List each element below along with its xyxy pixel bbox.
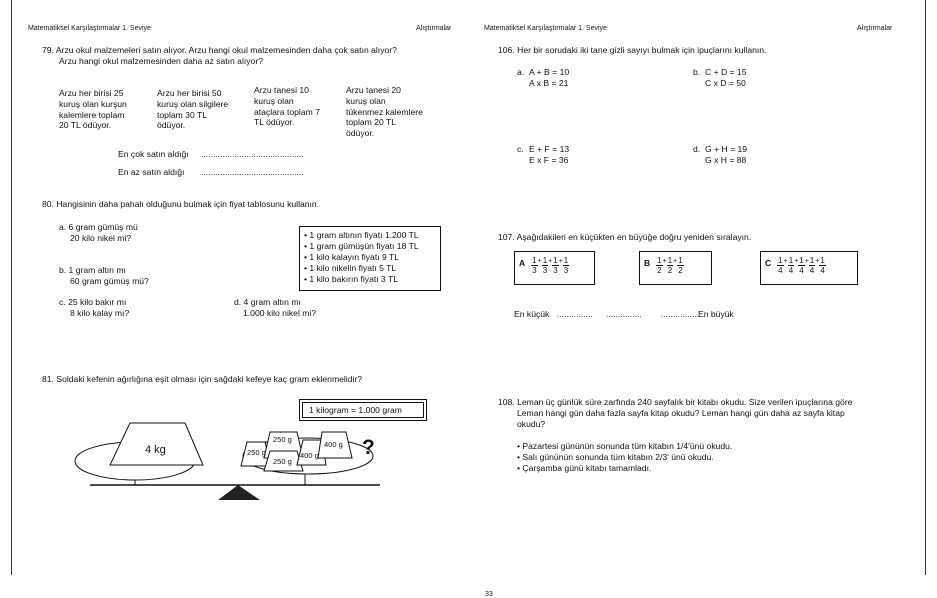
price-nickel: • 1 kilo nikelin fiyatı 5 TL bbox=[304, 263, 397, 273]
q107-box-a bbox=[514, 251, 595, 285]
q106-a1: A + B = 10 bbox=[529, 67, 570, 77]
q80-b-line1: b. 1 gram altın mı bbox=[59, 265, 126, 275]
q107-largest-label: En büyük bbox=[698, 309, 734, 319]
q80-b-line2: 60 gram gümüş mü? bbox=[70, 276, 149, 286]
plus-sign: + bbox=[783, 258, 788, 265]
weight-label-1: 250 g bbox=[247, 448, 266, 457]
q80-a-line2: 20 kilo nikel mi? bbox=[70, 233, 132, 243]
q79-item-pencils: Arzu her birisi 25 kuruş olan kurşun kalemlere toplam 20 TL ödüyor. bbox=[59, 88, 127, 131]
price-copper: • 1 kilo bakırın fiyatı 3 TL bbox=[304, 274, 399, 284]
box-letter-b: B bbox=[644, 258, 651, 268]
q106-d-label: d. bbox=[693, 144, 701, 154]
q79-least-blank[interactable]: ........................................... bbox=[201, 167, 304, 177]
q108-line2: Leman hangi gün daha fazla sayfa kitap okudu? Leman hangi gün daha az sayfa kitap bbox=[517, 408, 845, 418]
q79-least-label: En az satın aldığı bbox=[118, 167, 185, 177]
plus-sign: + bbox=[548, 258, 553, 265]
q106-d2: G x H = 88 bbox=[705, 155, 747, 165]
balance-scale bbox=[60, 415, 400, 510]
plus-sign: + bbox=[673, 258, 678, 265]
q107-smallest-label: En küçük bbox=[514, 309, 550, 319]
q79-most-blank[interactable]: ........................................... bbox=[201, 149, 304, 159]
q79-most-label: En çok satın aldığı bbox=[118, 149, 189, 159]
plus-sign: + bbox=[794, 258, 799, 265]
fraction: $\frac{1}{4}$ bbox=[820, 256, 825, 275]
box-letter-c: C bbox=[765, 258, 772, 268]
fraction: $\frac{1}{3}$ bbox=[553, 256, 558, 275]
q108-clue-tuesday: • Salı gününün sonunda tüm kitabın 2/3' ünü okudu. bbox=[517, 452, 714, 462]
plus-sign: + bbox=[558, 258, 563, 265]
q106-c-label: c. bbox=[517, 144, 524, 154]
fraction: $\frac{1}{2}$ bbox=[678, 256, 683, 275]
q108-line1: 108. Leman üç günlük süre zarfında 240 sayfalık bir kitabı okudu. Size verilen ipuçlarına göre bbox=[498, 397, 853, 407]
q80-c-line2: 8 kilo kalay mı? bbox=[70, 308, 130, 318]
q81-question: 81. Soldaki kefenin ağırlığına eşit olması için sağdaki kefeye kaç gram eklenmelidir? bbox=[42, 374, 363, 384]
box-letter-a: A bbox=[519, 258, 526, 268]
q106-c1: E + F = 13 bbox=[529, 144, 570, 154]
q81-conversion: 1 kilogram = 1.000 gram bbox=[309, 405, 402, 415]
q80-d-line2: 1.000 kilo nikel mi? bbox=[243, 308, 317, 318]
plus-sign: + bbox=[804, 258, 809, 265]
q80-price-table bbox=[299, 226, 441, 291]
left-header-section: Alıştırmalar bbox=[416, 25, 452, 32]
fraction: $\frac{1}{2}$ bbox=[667, 256, 673, 275]
q107-box-b bbox=[639, 251, 712, 285]
q106-a2: A x B = 21 bbox=[529, 78, 569, 88]
right-header-section: Alıştırmalar bbox=[857, 25, 893, 32]
q107-question: 107. Aşağıdakileri en küçükten en büyüğe doğru yeniden sıralayın. bbox=[498, 232, 752, 242]
fraction: $\frac{1}{4}$ bbox=[809, 256, 815, 275]
right-page-edge bbox=[925, 0, 926, 575]
q79-item-clips: Arzu tanesi 10 kuruş olan ataçlara toplam 7 TL ödüyor. bbox=[254, 85, 320, 128]
q106-question: 106. Her bir sorudaki iki tane gizli sayıyı bulmak için ipuçlarını kullanın. bbox=[498, 45, 767, 55]
q79-item-pens: Arzu tanesi 20 kuruş olan tükenmez kalemlere toplam 20 TL ödüyor. bbox=[346, 85, 423, 139]
q106-b1: C + D = 15 bbox=[705, 67, 747, 77]
q106-b2: C x D = 50 bbox=[705, 78, 746, 88]
scale-base bbox=[218, 485, 260, 500]
fraction: $\frac{1}{4}$ bbox=[788, 256, 794, 275]
q80-a-line1: a. 6 gram gümüş mü bbox=[59, 222, 138, 232]
plus-sign: + bbox=[537, 258, 542, 265]
left-header-title: Matematiksel Karşılaştırmalar 1. Seviye bbox=[28, 25, 151, 32]
right-header-title: Matematiksel Karşılaştırmalar 1. Seviye bbox=[484, 25, 607, 32]
q80-c-line1: c. 25 kilo bakır mı bbox=[59, 297, 127, 307]
left-page-edge bbox=[11, 0, 12, 575]
q107-blank-1[interactable]: ............... bbox=[557, 309, 593, 319]
page-number: 33 bbox=[485, 591, 493, 598]
fraction: $\frac{1}{3}$ bbox=[532, 256, 537, 275]
fraction: $\frac{1}{2}$ bbox=[657, 256, 662, 275]
q107-blank-2[interactable]: ............... bbox=[606, 309, 642, 319]
q79-line1: 79. Arzu okul malzemeleri satın alıyor. Arzu hangi okul malzemesinden daha çok satın alıyor? bbox=[42, 45, 397, 55]
fraction: $\frac{1}{3}$ bbox=[542, 256, 548, 275]
weight-label-2: 250 g bbox=[273, 435, 292, 444]
plus-sign: + bbox=[662, 258, 667, 265]
q79-item-erasers: Arzu her birisi 50 kuruş olan silgilere toplam 30 TL ödüyor. bbox=[157, 88, 229, 131]
price-silver: • 1 gram gümüşün fiyatı 18 TL bbox=[304, 241, 419, 251]
weight-label-4: 400 g bbox=[300, 451, 319, 460]
q107-blank-3[interactable]: ................ bbox=[661, 309, 700, 319]
q106-d1: G + H = 19 bbox=[705, 144, 748, 154]
q108-line3: okudu? bbox=[517, 419, 546, 429]
price-gold: • 1 gram altının fiyatı 1.200 TL bbox=[304, 230, 419, 240]
q108-clue-wednesday: • Çarşamba günü kitabı tamamladı. bbox=[517, 463, 652, 473]
weight-label-5: 400 g bbox=[324, 440, 343, 449]
q106-a-label: a. bbox=[517, 67, 525, 77]
fraction: $\frac{1}{3}$ bbox=[563, 256, 569, 275]
q108-clue-monday: • Pazartesi gününün sonunda tüm kitabın 1/4'ünü okudu. bbox=[517, 441, 733, 451]
price-tin: • 1 kilo kalayın fiyatı 9 TL bbox=[304, 252, 400, 262]
q106-b-label: b. bbox=[693, 67, 701, 77]
q107-box-c bbox=[760, 251, 858, 285]
q79-line2: Arzu hangi okul malzemesinden daha az satın alıyor? bbox=[59, 56, 263, 66]
unknown-weight-question-mark: ? bbox=[362, 436, 375, 459]
left-weight-label: 4 kg bbox=[145, 444, 166, 456]
q106-c2: E x F = 36 bbox=[529, 155, 569, 165]
plus-sign: + bbox=[815, 258, 820, 265]
q80-question: 80. Hangisinin daha pahalı olduğunu bulmak için fiyat tablosunu kullanın. bbox=[42, 199, 320, 209]
fraction: $\frac{1}{4}$ bbox=[778, 256, 783, 275]
weight-label-3: 250 g bbox=[273, 457, 292, 466]
q80-d-line1: d. 4 gram altın mı bbox=[234, 297, 301, 307]
fraction: $\frac{1}{4}$ bbox=[799, 256, 804, 275]
